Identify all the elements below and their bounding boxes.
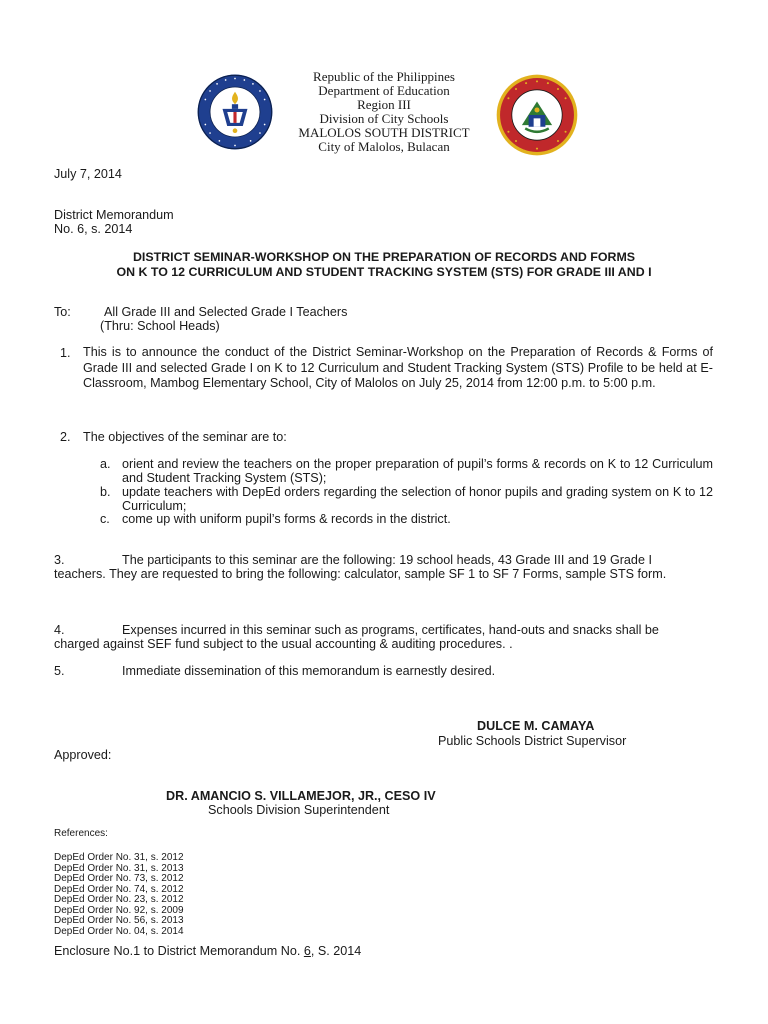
approver-name: DR. AMANCIO S. VILLAMEJOR, JR., CESO IV xyxy=(166,789,436,803)
para5-text: Immediate dissemination of this memorandum is earnestly desired. xyxy=(122,664,496,678)
objective-letter: b. xyxy=(100,485,111,499)
signatory-name: DULCE M. CAMAYA xyxy=(477,719,595,733)
memo-date: July 7, 2014 xyxy=(54,167,122,181)
reference-item: DepEd Order No. 73, s. 2012 xyxy=(54,873,184,884)
enclosure-text: , S. 2014 xyxy=(310,944,362,958)
objective-text: orient and review the teachers on the proper preparation of pupil’s forms & records on K to 12 Curriculum and Student Tracking System (STS); xyxy=(122,457,713,485)
objective-letter: c. xyxy=(100,512,110,526)
para4-first-line: Expenses incurred in this seminar such as programs, certificates, hand-outs and snacks shall be xyxy=(122,623,659,637)
references-list xyxy=(54,853,184,937)
reference-item: DepEd Order No. 31, s. 2012 xyxy=(54,852,184,863)
letterhead-line: City of Malolos, Bulacan xyxy=(318,139,450,154)
para3-first-line: The participants to this seminar are the following: 19 school heads, 43 Grade III and 19 Grade I xyxy=(122,553,652,567)
objective-text: come up with uniform pupil’s forms & records in the district. xyxy=(122,512,451,526)
reference-item: DepEd Order No. 23, s. 2012 xyxy=(54,894,184,905)
title-line-1: DISTRICT SEMINAR-WORKSHOP ON THE PREPARATION OF RECORDS AND FORMS xyxy=(132,250,636,264)
para3-number: 3. xyxy=(54,553,65,567)
to-recipient: All Grade III and Selected Grade I Teachers xyxy=(104,305,348,319)
memo-type: District Memorandum xyxy=(54,208,174,222)
enclosure-text: Enclosure No.1 to District Memorandum No. xyxy=(54,944,304,958)
letterhead-line: Division of City Schools xyxy=(319,111,449,126)
reference-item: DepEd Order No. 04, s. 2014 xyxy=(54,925,184,937)
letterhead-line: Department of Education xyxy=(318,83,450,98)
enclosure-number: 6 xyxy=(303,944,311,958)
reference-item: DepEd Order No. 31, s. 2013 xyxy=(54,862,184,874)
references-label: References: xyxy=(54,828,108,839)
to-label: To: xyxy=(54,305,71,319)
objective-letter: a. xyxy=(100,457,111,471)
approved-label: Approved: xyxy=(54,748,112,762)
reference-item: DepEd Order No. 92, s. 2009 xyxy=(54,904,184,916)
para3-text: teachers. They are requested to bring the following: calculator, sample SF 1 to SF 7 Forms, sample STS form. xyxy=(54,567,667,581)
para1-number: 1. xyxy=(60,346,71,360)
objective-text: update teachers with DepEd orders regarding the selection of honor pupils and grading system on K to 12 Curriculum; xyxy=(122,485,713,513)
para4-text: charged against SEF fund subject to the usual accounting & auditing procedures. . xyxy=(54,637,513,651)
letterhead-line: MALOLOS SOUTH DISTRICT xyxy=(298,125,470,140)
reference-item: DepEd Order No. 56, s. 2013 xyxy=(54,915,184,926)
letterhead-line: Region III xyxy=(357,97,411,112)
para4-number: 4. xyxy=(54,623,65,637)
para2-number: 2. xyxy=(60,430,71,444)
to-thru: (Thru: School Heads) xyxy=(100,319,220,333)
title-line-2: ON K TO 12 CURRICULUM AND STUDENT TRACKING SYSTEM (STS) FOR GRADE III AND I xyxy=(116,265,652,279)
reference-item: DepEd Order No. 74, s. 2012 xyxy=(54,883,184,895)
letterhead xyxy=(0,70,768,154)
para2-text: The objectives of the seminar are to: xyxy=(83,430,287,444)
para5-number: 5. xyxy=(54,664,65,678)
para1-text: This is to announce the conduct of the District Seminar-Workshop on the Preparation of Records & Forms of Grade III and selected Grade I on K to 12 Curriculum and Student Tracking System (STS) Profile to be held at E-Classroom, Mambog Elementary School, City of Malolos on July 25, 2014 from 12:00 p.m. to 5:00 p.m. xyxy=(83,345,713,390)
letterhead-line: Republic of the Philippines xyxy=(313,69,455,84)
signatory-title: Public Schools District Supervisor xyxy=(438,734,627,748)
memo-number: No. 6, s. 2014 xyxy=(54,222,133,236)
memo-title xyxy=(0,250,768,280)
approver-title: Schools Division Superintendent xyxy=(208,803,390,817)
enclosure-note xyxy=(54,944,361,958)
